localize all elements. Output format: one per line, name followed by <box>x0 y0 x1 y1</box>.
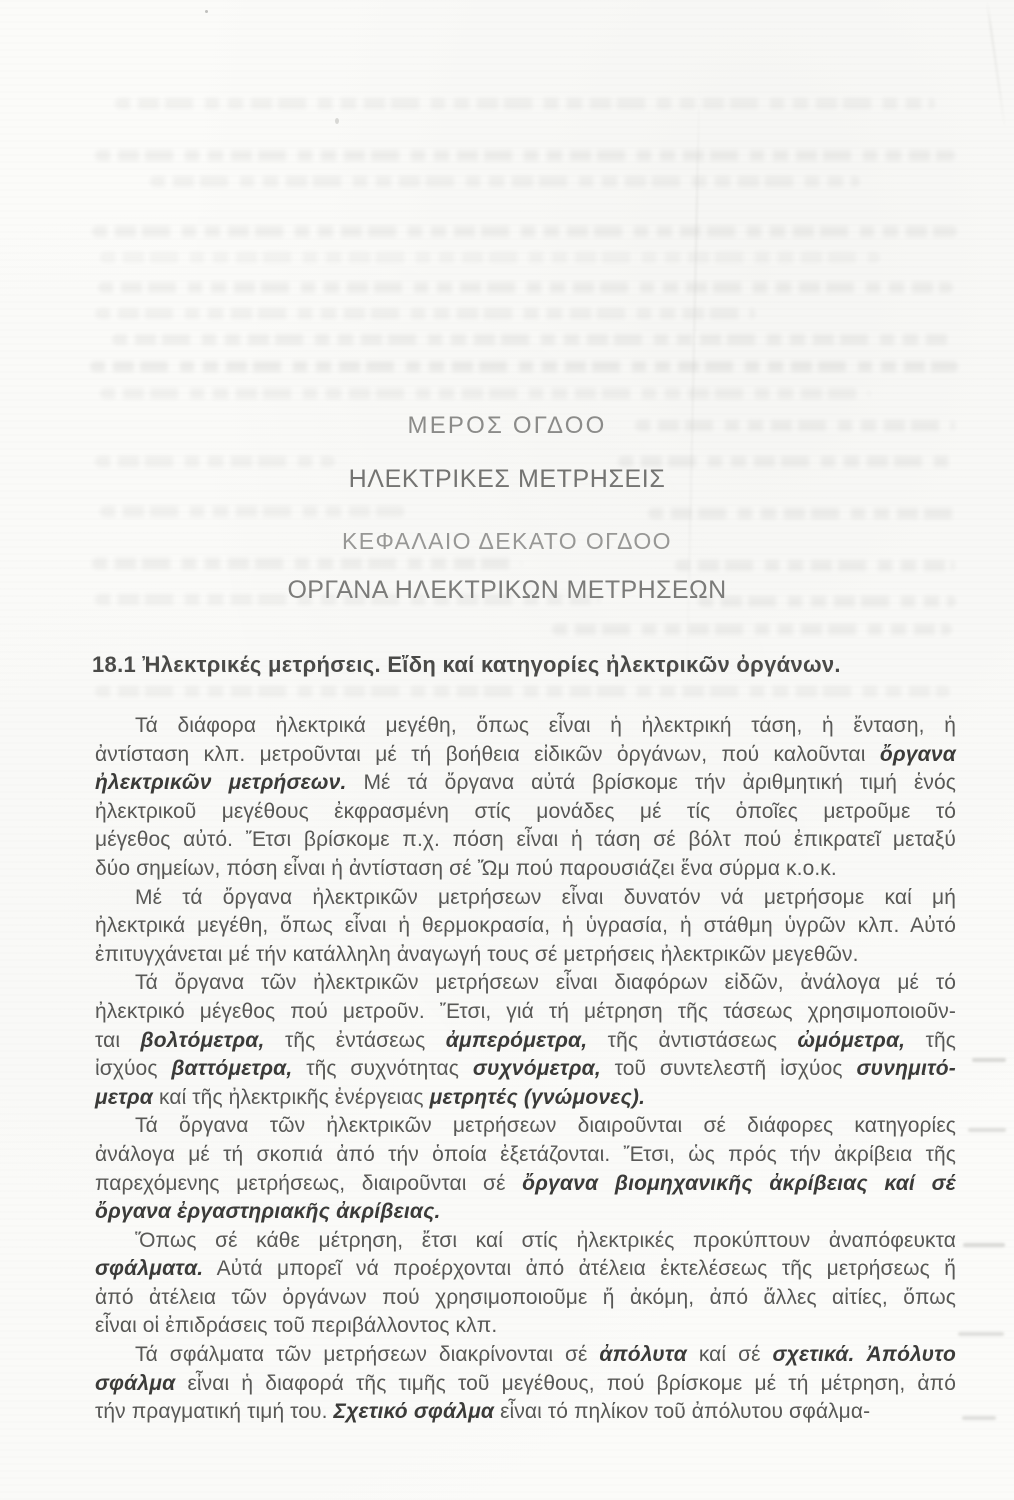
paper-crease <box>986 0 1006 129</box>
scan-speck <box>335 118 339 124</box>
scan-streak-artifact <box>958 1332 1004 1336</box>
body-text-line <box>95 1284 956 1313</box>
chapter-title: ΟΡΓΑΝΑ ΗΛΕΚΤΡΙΚΩΝ ΜΕΤΡΗΣΕΩΝ <box>287 576 727 604</box>
body-text-line <box>95 1370 956 1399</box>
bleed-through-artifact <box>98 282 953 293</box>
bleed-through-artifact <box>675 560 955 571</box>
body-text-run: ἠλεκτρικά μεγέθη, ὅπως εἶναι ἡ θερμοκρασία, ἡ ὑγρασία, ἡ στάθμη ὑγρῶν κλπ. Αὐτό <box>95 914 956 938</box>
part-title: ΗΛΕΚΤΡΙΚΕΣ ΜΕΤΡΗΣΕΙΣ <box>348 465 666 493</box>
bleed-through-artifact <box>648 508 956 519</box>
bleed-through-artifact <box>92 226 957 237</box>
bleed-through-artifact <box>100 506 405 517</box>
body-text-run: εἶναι ἡ διαφορά τῆς τιμῆς τοῦ μεγέθους, πού βρίσκομε μέ τή μέτρηση, ἀπό <box>175 1371 956 1395</box>
emphasized-term: βολτόμετρα, <box>140 1028 265 1052</box>
bleed-through-artifact <box>95 150 955 161</box>
body-text-line <box>95 712 956 741</box>
emphasized-term: συνημιτό- <box>856 1057 956 1081</box>
body-text-run: ἀπό ἀτέλεια τῶν ὀργάνων πού χρησιμοποιοῦμε ἤ ἀκόμη, ἀπό ἄλλες αἰτίες, ὅπως <box>95 1285 956 1309</box>
body-text-run: τῆς ἀντιστάσεως <box>587 1028 798 1052</box>
body-text-line <box>95 855 956 884</box>
body-text-run: ἰσχύος <box>95 1057 172 1081</box>
emphasized-term: ὄργανα <box>879 742 956 766</box>
body-text-line <box>95 1312 956 1341</box>
body-text-run: Ὅπως σέ κάθε μέτρηση, ἔτσι καί στίς ἠλεκτρικές προκύπτουν ἀναπόφευκτα <box>135 1228 956 1252</box>
body-text-line <box>95 1398 956 1427</box>
emphasized-term: μετρα <box>95 1085 154 1109</box>
scan-speck <box>205 10 208 13</box>
emphasized-term: μετρητές (γνώμονες). <box>429 1085 646 1109</box>
body-text-run: ται <box>95 1028 141 1052</box>
body-text-line <box>95 826 956 855</box>
emphasized-term: ἠλεκτρικῶν μετρήσεων. <box>95 771 347 795</box>
body-text-run: Μέ τά ὄργανα αὐτά βρίσκομε τήν ἀριθμητική τιμή ἑνός <box>346 771 956 795</box>
body-text-line <box>95 1055 956 1084</box>
body-text-line <box>95 769 956 798</box>
body-text-line <box>95 1170 956 1199</box>
body-text-line <box>95 1112 956 1141</box>
emphasized-term: συχνόμετρα, <box>472 1057 601 1081</box>
body-text-run: ἐπιτυγχάνεται μέ τήν κατάλληλη ἀναγωγή τους σέ μετρήσεις ἠλεκτρικῶν μεγεθῶν. <box>95 942 859 966</box>
bleed-through-artifact <box>112 334 952 345</box>
body-text-line <box>95 998 956 1027</box>
body-text-run: μέγεθος αὐτό. Ἔτσι βρίσκομε π.χ. πόση εἶναι ἡ τάση σέ βόλτ πού ἐπικρατεῖ μεταξύ <box>95 828 956 852</box>
emphasized-term: ἀμπερόμετρα, <box>445 1028 588 1052</box>
bleed-through-artifact <box>100 252 880 263</box>
body-text-run: τῆς συχνότητας <box>292 1057 473 1081</box>
body-text-line <box>95 884 956 913</box>
bleed-through-artifact <box>95 308 755 319</box>
body-text-run: καί σέ <box>686 1343 773 1367</box>
body-text-block <box>95 712 956 1427</box>
body-text-run: καί τῆς ἠλεκτρικῆς ἐνέργειας <box>153 1085 430 1109</box>
body-text-run: ἀνάλογα μέ τή σκοπιά ἀπό τήν ὁποία ἐξετάζονται. Ἔτσι, ὡς πρός τήν ἀκρίβεια τῆς <box>95 1142 956 1166</box>
emphasized-term: σφάλματα. <box>95 1257 204 1281</box>
bleed-through-artifact <box>552 624 952 635</box>
body-text-run: ἠλεκτρικό μέγεθος πού μετροῦν. Ἔτσι, γιά τή μέτρηση τῆς τάσεως χρησιμοποιοῦν- <box>95 999 956 1023</box>
emphasized-term: βαττόμετρα, <box>171 1057 293 1081</box>
bleed-through-artifact <box>115 98 935 109</box>
body-text-line <box>95 912 956 941</box>
scan-streak-artifact <box>962 1416 996 1420</box>
chapter-heading: ΚΕΦΑΛΑΙΟ ΔΕΚΑΤΟ ΟΓΔΟΟ <box>342 528 672 554</box>
body-text-line <box>95 1027 956 1056</box>
body-text-run: Μέ τά ὄργανα ἠλεκτρικῶν μετρήσεων εἶναι δυνατόν νά μετρήσομε καί μή <box>135 885 956 909</box>
body-text-run: παρεχόμενης μετρήσεως, διαιροῦνται σέ <box>95 1171 523 1195</box>
body-text-run: εἶναι οἱ ἐπιδράσεις τοῦ περιβάλλοντος κλπ. <box>95 1314 498 1338</box>
scan-streak-artifact <box>963 1243 1005 1247</box>
emphasized-term: Σχετικό σφάλμα <box>333 1400 495 1424</box>
part-heading: ΜΕΡΟΣ ΟΓΔΟΟ <box>407 412 607 439</box>
body-text-run: Τά διάφορα ἠλεκτρικά μεγέθη, ὅπως εἶναι ἡ ἠλεκτρική τάση, ἡ ἔνταση, ἡ <box>135 714 956 737</box>
body-text-run: εἶναι τό πηλίκον τοῦ ἀπόλυτου σφάλμα- <box>494 1400 871 1424</box>
body-text-run: Αὐτά μπορεῖ νά προέρχονται ἀπό ἀτέλεια ἐκτελέσεως τῆς μετρήσεως ἤ <box>203 1257 956 1281</box>
body-text-run: τῆς <box>905 1028 956 1052</box>
body-text-run: Τά σφάλματα τῶν μετρήσεων διακρίνονται σέ <box>135 1343 600 1367</box>
bleed-through-artifact <box>100 388 870 399</box>
scan-streak-artifact <box>968 1128 1006 1132</box>
bleed-through-artifact <box>95 686 950 697</box>
body-text-line <box>95 1084 956 1113</box>
body-text-line <box>95 1255 956 1284</box>
body-text-line <box>95 1227 956 1256</box>
emphasized-term: σχετικά. Ἀπόλυτο <box>772 1343 956 1367</box>
bleed-through-artifact <box>92 558 522 569</box>
bleed-through-artifact <box>90 361 958 372</box>
body-text-run: Τά ὄργανα τῶν ἠλεκτρικῶν μετρήσεων εἶναι διαφόρων εἰδῶν, ἀνάλογα μέ τό <box>135 971 956 995</box>
body-text-line <box>95 1198 956 1227</box>
emphasized-term: σφάλμα <box>95 1371 176 1395</box>
body-text-line <box>95 969 956 998</box>
emphasized-term: ὄργανα βιομηχανικῆς ἀκρίβειας καί σέ <box>522 1171 956 1195</box>
emphasized-term: ὄργανα ἐργαστηριακῆς ἀκρίβειας. <box>95 1200 441 1224</box>
body-text-run: ἠλεκτρικοῦ μεγέθους ἐκφρασμένη στίς μονάδες μέ τίς ὁποῖες μετροῦμε τό <box>95 799 956 823</box>
body-text-line <box>95 1341 956 1370</box>
section-heading: 18.1 Ἠλεκτρικές μετρήσεις. Εἴδη καί κατηγορίες ἠλεκτρικῶν ὀργάνων. <box>92 652 841 677</box>
emphasized-term: ἀπόλυτα <box>599 1343 687 1367</box>
body-text-run: τήν πραγματική τιμή του. <box>95 1400 334 1424</box>
emphasized-term: ὠμόμετρα, <box>797 1028 906 1052</box>
body-text-run: Τά ὄργανα τῶν ἠλεκτρικῶν μετρήσεων διαιροῦνται σέ διάφορες κατηγορίες <box>135 1114 956 1138</box>
bleed-through-artifact <box>150 176 860 187</box>
body-text-line <box>95 941 956 970</box>
body-text-run: τῆς ἐντάσεως <box>264 1028 446 1052</box>
body-text-run: τοῦ συντελεστῆ ἰσχύος <box>600 1057 857 1081</box>
body-text-line <box>95 1141 956 1170</box>
body-text-run: δύο σημείων, πόση εἶναι ἡ ἀντίσταση σέ Ὤμ πού παρουσιάζει ἕνα σύρμα κ.ο.κ. <box>95 856 837 880</box>
scan-streak-artifact <box>972 1058 1006 1062</box>
body-text-line <box>95 798 956 827</box>
body-text-run: ἀντίσταση κλπ. μετροῦνται μέ τή βοήθεια εἰδικῶν ὀργάνων, πού καλοῦνται <box>95 742 880 766</box>
body-text-line <box>95 741 956 770</box>
